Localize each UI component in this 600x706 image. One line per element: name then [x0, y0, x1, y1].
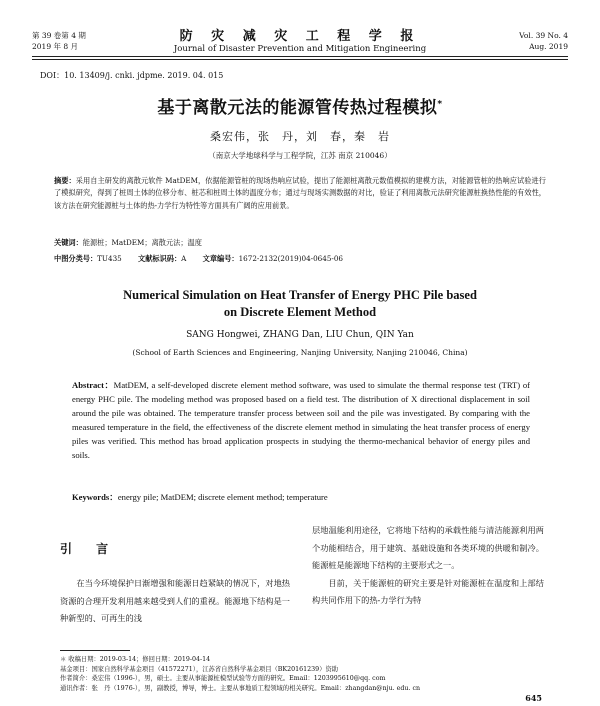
clc-number — [54, 254, 122, 263]
document-code-label: 文献标识码： — [138, 254, 182, 263]
title-footnote-mark: * — [437, 99, 443, 110]
date-en: Aug. 2019 — [529, 42, 568, 51]
footnotes — [60, 655, 540, 693]
volume-issue-en: Vol. 39 No. 4 — [519, 31, 568, 40]
journal-name-cn: 防 灾 减 灾 工 程 学 报 — [179, 29, 421, 44]
english-abstract-label: Abstract： — [72, 380, 114, 390]
chinese-keywords — [54, 238, 202, 248]
article-number-label: 文章编号： — [202, 254, 239, 263]
page-number: 645 — [525, 693, 542, 703]
header-center — [32, 30, 568, 55]
article-number-value: 1672-2132(2019)04-0645-06 — [238, 254, 343, 263]
footnote-rule — [60, 650, 130, 651]
document-code — [138, 254, 186, 263]
footnote-funding: 基金项目：国家自然科学基金项目（41572271），江苏省自然科学基金项目（BK20161239）资助 — [60, 665, 339, 673]
classification-line — [54, 254, 357, 264]
english-abstract — [72, 378, 530, 462]
chinese-abstract-label: 摘要： — [54, 176, 76, 185]
english-keywords-text: energy pile; MatDEM; discrete element method; temperature — [117, 492, 328, 502]
english-keywords-label: Keywords： — [72, 492, 118, 502]
english-title — [0, 287, 600, 321]
chinese-abstract-text: 采用自主研发的离散元软件 MatDEM，依据能源管桩的现场热响应试验，提出了能源桩离散元数值模拟的建模方法，对能源管桩的热响应试验进行了模拟研究，得到了桩周土体的位移分布、桩芯和桩周土体的温度分布；通过与现场实测数据的对比，验证了利用离散元法研究能源桩换热性能的有效性，该方法在研究能源桩与土体的热-力学行为特性等方面具有广阔的应用前景。 — [54, 176, 546, 210]
english-title-line1: Numerical Simulation on Heat Transfer of Energy PHC Pile based — [123, 288, 477, 302]
volume-issue-cn: 第 39 卷第 4 期 — [32, 31, 86, 40]
clc-label: 中图分类号： — [54, 254, 98, 263]
document-code-value: A — [181, 254, 187, 263]
journal-name-en: Journal of Disaster Prevention and Mitigation Engineering — [173, 44, 427, 54]
english-authors: SANG Hongwei, ZHANG Dan, LIU Chun, QIN Yan — [186, 330, 414, 340]
date-cn: 2019 年 8 月 — [32, 42, 79, 51]
body-column-right — [312, 522, 544, 610]
chinese-keywords-label: 关键词： — [54, 238, 83, 247]
chinese-keywords-text: 能源桩；MatDEM；离散元法；温度 — [82, 238, 202, 247]
header-rule-thick — [32, 56, 568, 57]
footnote-first-author: 作者简介：桑宏伟（1996-），男，硕士。主要从事能源桩模型试验等方面的研究。Email：1203995610@qq. com — [60, 675, 386, 682]
chinese-authors: 桑宏伟，张 丹，刘 春，秦 岩 — [210, 130, 390, 143]
english-keywords — [72, 491, 328, 503]
doi-line: DOI：10. 13409/j. cnki. jdpme. 2019. 04. 015 — [40, 71, 224, 80]
intro-paragraph-right: 目前，关于能源桩的研究主要是针对能源桩在温度和上部结构共同作用下的热-力学行为特 — [312, 577, 544, 605]
chinese-abstract — [54, 175, 546, 212]
chinese-affiliation: （南京大学地球科学与工程学院，江苏 南京 210046） — [208, 151, 392, 160]
english-title-line2: on Discrete Element Method — [223, 305, 377, 319]
chinese-title-text: 基于离散元法的能源管传热过程模拟 — [157, 98, 438, 118]
intro-paragraph-continued: 层地温能利用途径，它将地下结构的承载性能与清洁能源利用两个功能相结合，用于建筑、基础设施和各类环境的供暖和制冷。能源桩是能源地下结构的主要形式之一。 — [312, 525, 544, 570]
intro-paragraph-left: 在当今环境保护日渐增强和能源日趋紧缺的情况下，对地热资源的合理开发利用越来越受到人们的重视。能源地下结构是一种新型的、可再生的浅 — [60, 578, 290, 623]
clc-value: TU435 — [97, 254, 122, 263]
footnote-received-date: ＊ 收稿日期：2019-03-14；修回日期：2019-04-14 — [60, 656, 211, 663]
english-abstract-text: MatDEM, a self-developed discrete element method software, was used to simulate the thermal response test (TRT) of energy PHC pile. The modeling method was proposed based on a field test. The distribution of X directional displacement in soil around the pile was obtained. The temperature transfer process between soil and the pile was investigated. By comparing with the measured temperature in the field, the effectiveness of the discrete element method in simulating the heat transfer process of energy piles was verified. This method has broad application prospects in studying the thermo-mechanical behavior of energy piles and soils. — [72, 380, 530, 460]
article-number — [203, 254, 343, 263]
body-column-left — [60, 526, 290, 628]
footnote-corresponding-author: 通讯作者：张 丹（1976-），男，副教授，博导，博士。主要从事地质工程领域的相关研究。Email：zhangdan@nju. edu. cn — [60, 684, 421, 692]
running-header — [32, 30, 568, 54]
header-rule-thin — [32, 59, 568, 60]
section-heading-introduction: 引 言 — [60, 542, 119, 556]
english-affiliation: (School of Earth Sciences and Engineering, Nanjing University, Nanjing 210046, China) — [132, 348, 468, 357]
header-right — [519, 30, 568, 52]
chinese-title — [0, 93, 600, 118]
